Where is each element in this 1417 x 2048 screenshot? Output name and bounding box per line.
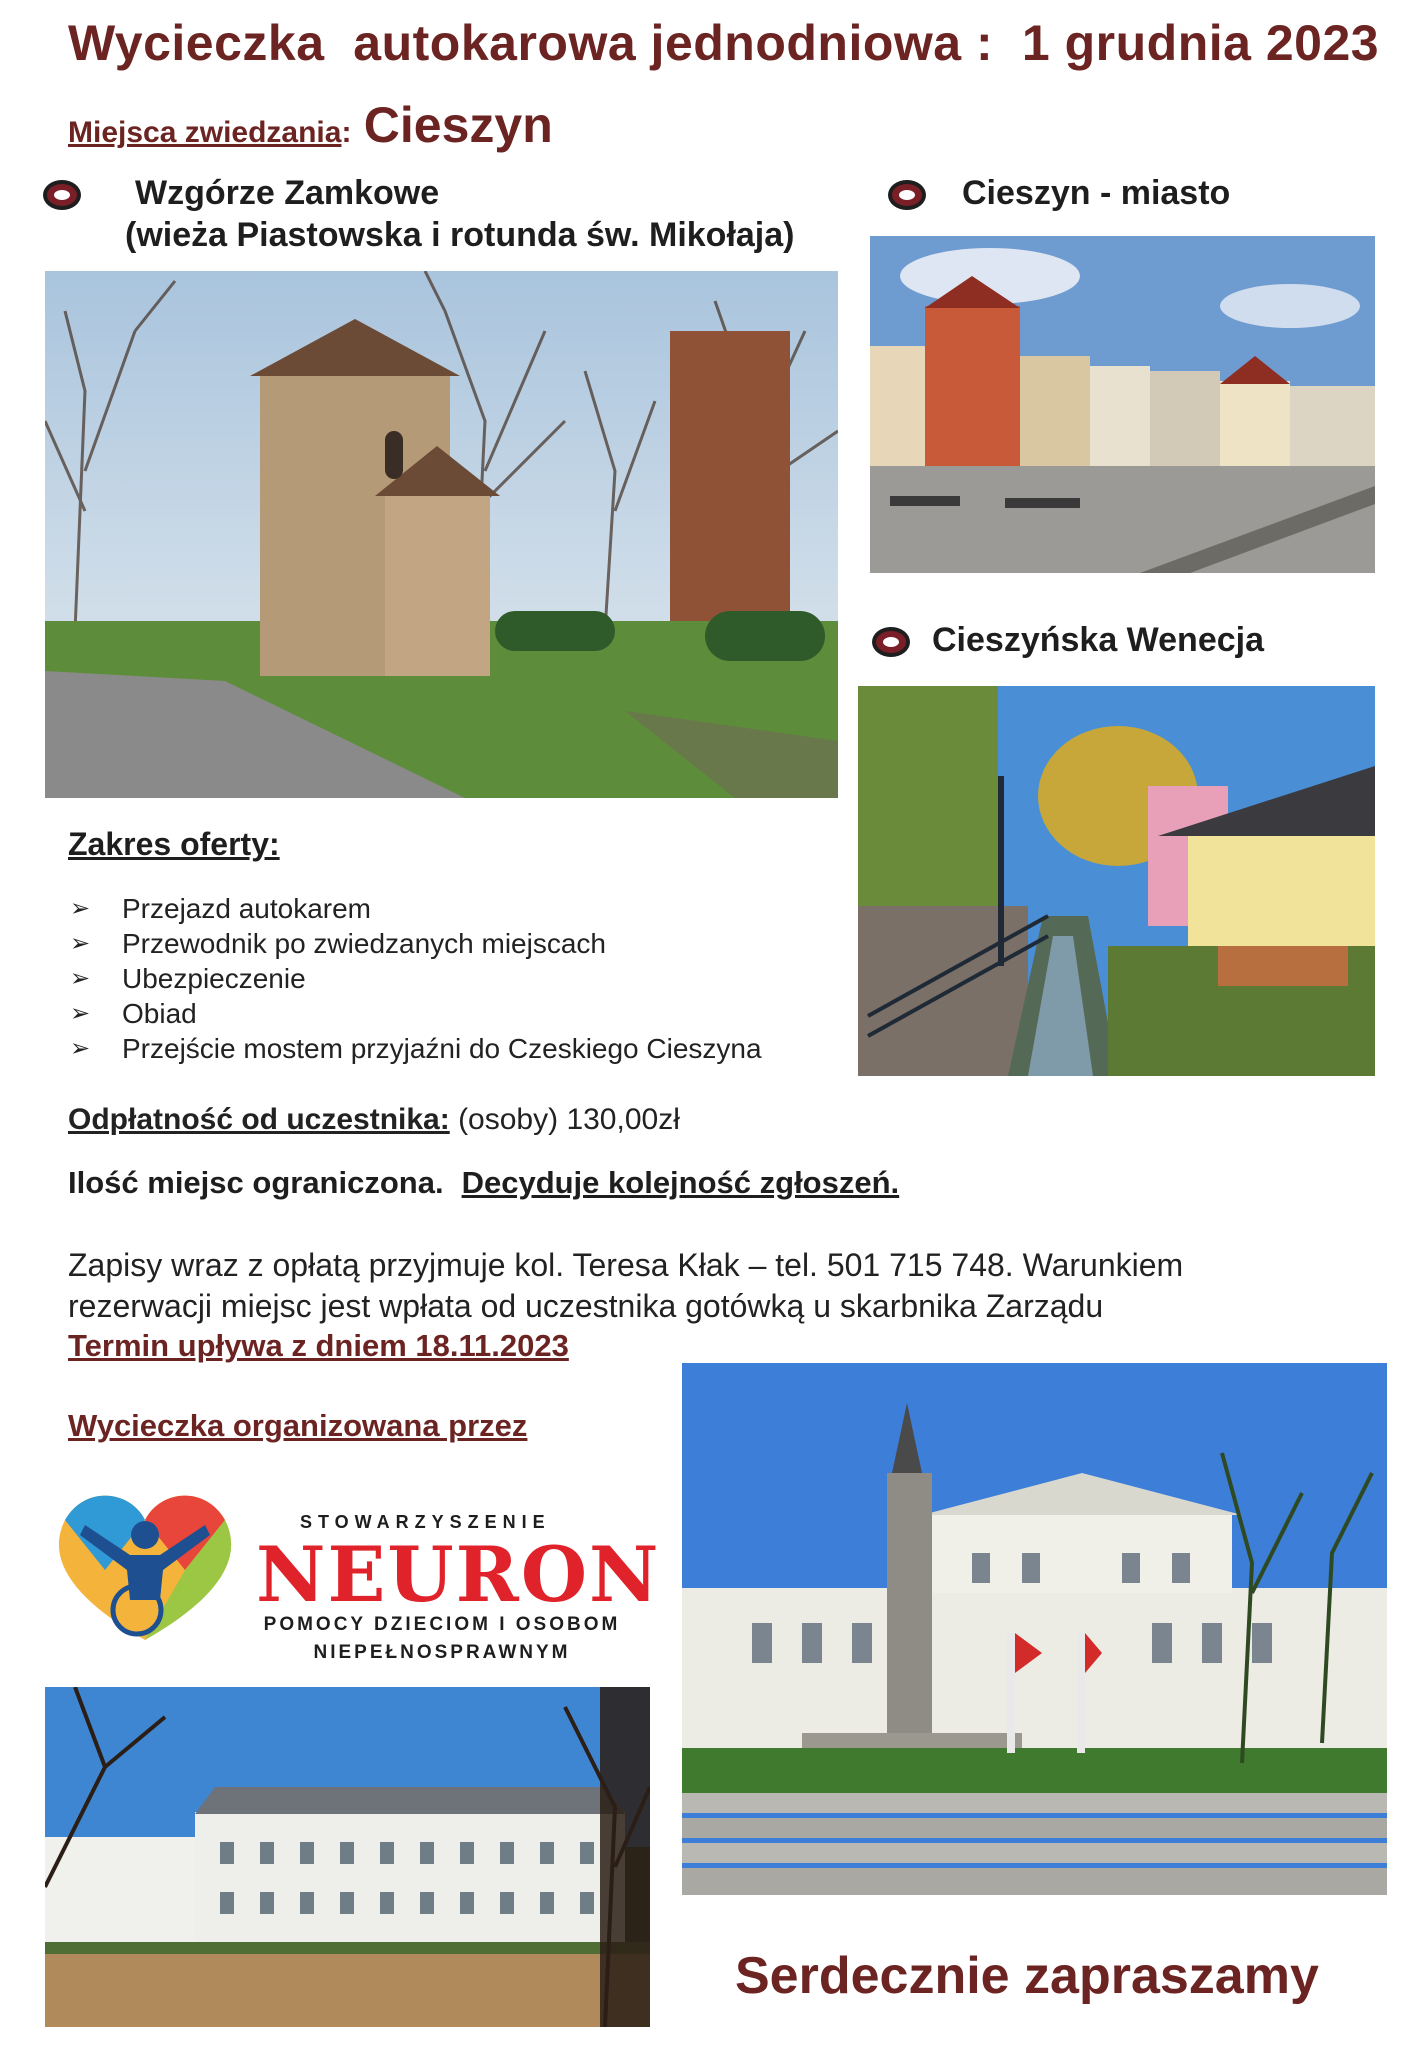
list-item: ➢ Przewodnik po zwiedzanych miejscach bbox=[70, 928, 606, 959]
closing-text: Serdecznie zapraszamy bbox=[735, 1947, 1319, 2005]
city-name: Cieszyn bbox=[363, 97, 553, 153]
fee-value: (osoby) 130,00zł bbox=[449, 1103, 680, 1136]
radio-bullet-icon bbox=[888, 180, 926, 210]
limit-text: Ilość miejsc ograniczona. bbox=[68, 1165, 444, 1200]
page-title: Wycieczka autokarowa jednodniowa : 1 grudnia 2023 bbox=[68, 15, 1380, 71]
offer-list bbox=[68, 891, 762, 1066]
list-item: ➢ Obiad bbox=[70, 998, 197, 1029]
palace-photo bbox=[45, 1687, 650, 2027]
organizer-label: Wycieczka organizowana przez bbox=[68, 1408, 528, 1443]
logo-top-text: STOWARZYSZENIE bbox=[300, 1512, 551, 1532]
castle-hill-photo bbox=[45, 271, 838, 798]
logo-sub-text-2: NIEPEŁNOSPRAWNYM bbox=[313, 1642, 571, 1663]
monument-photo bbox=[682, 1363, 1387, 1895]
places-colon: : bbox=[341, 116, 352, 149]
radio-bullet-icon bbox=[43, 180, 81, 210]
list-item: ➢ Przejazd autokarem bbox=[70, 893, 372, 924]
places-label: Miejsca zwiedzania bbox=[68, 116, 342, 149]
town-label: Cieszyn - miasto bbox=[962, 174, 1231, 212]
arrow-bullet-icon: ➢ bbox=[70, 1035, 91, 1062]
offer-heading: Zakres oferty: bbox=[68, 826, 280, 862]
radio-bullet-icon bbox=[872, 627, 910, 657]
venice-label: Cieszyńska Wenecja bbox=[932, 621, 1264, 659]
arrow-bullet-icon: ➢ bbox=[70, 930, 91, 957]
registration-line-2: rezerwacji miejsc jest wpłata od uczestnika gotówką u skarbnika Zarządu bbox=[68, 1288, 1104, 1324]
order-text: Decyduje kolejność zgłoszeń. bbox=[461, 1165, 900, 1200]
logo-main-text: NEURON bbox=[256, 1530, 661, 1619]
castle-hill-sublabel: (wieża Piastowska i rotunda św. Mikołaja) bbox=[125, 216, 795, 254]
logo-sub-text-1: POMOCY DZIECIOM I OSOBOM bbox=[263, 1614, 621, 1635]
limit-line bbox=[68, 1165, 899, 1201]
fee-line bbox=[68, 1103, 680, 1137]
town-photo bbox=[870, 236, 1375, 573]
fee-label: Odpłatność od uczestnika: bbox=[68, 1103, 450, 1136]
venice-photo bbox=[858, 686, 1375, 1076]
arrow-bullet-icon: ➢ bbox=[70, 1000, 91, 1027]
list-item: ➢ Ubezpieczenie bbox=[70, 963, 306, 994]
registration-line-1: Zapisy wraz z opłatą przyjmuje kol. Teresa Kłak – tel. 501 715 748. Warunkiem bbox=[68, 1247, 1184, 1283]
arrow-bullet-icon: ➢ bbox=[70, 965, 91, 992]
places-line bbox=[68, 96, 553, 154]
deadline: Termin upływa z dniem 18.11.2023 bbox=[68, 1328, 569, 1363]
arrow-bullet-icon: ➢ bbox=[70, 895, 91, 922]
list-item: ➢ Przejście mostem przyjaźni do Czeskiego Cieszyna bbox=[70, 1033, 762, 1064]
castle-hill-label: Wzgórze Zamkowe bbox=[135, 174, 440, 212]
neuron-logo-mark bbox=[45, 1480, 245, 1650]
